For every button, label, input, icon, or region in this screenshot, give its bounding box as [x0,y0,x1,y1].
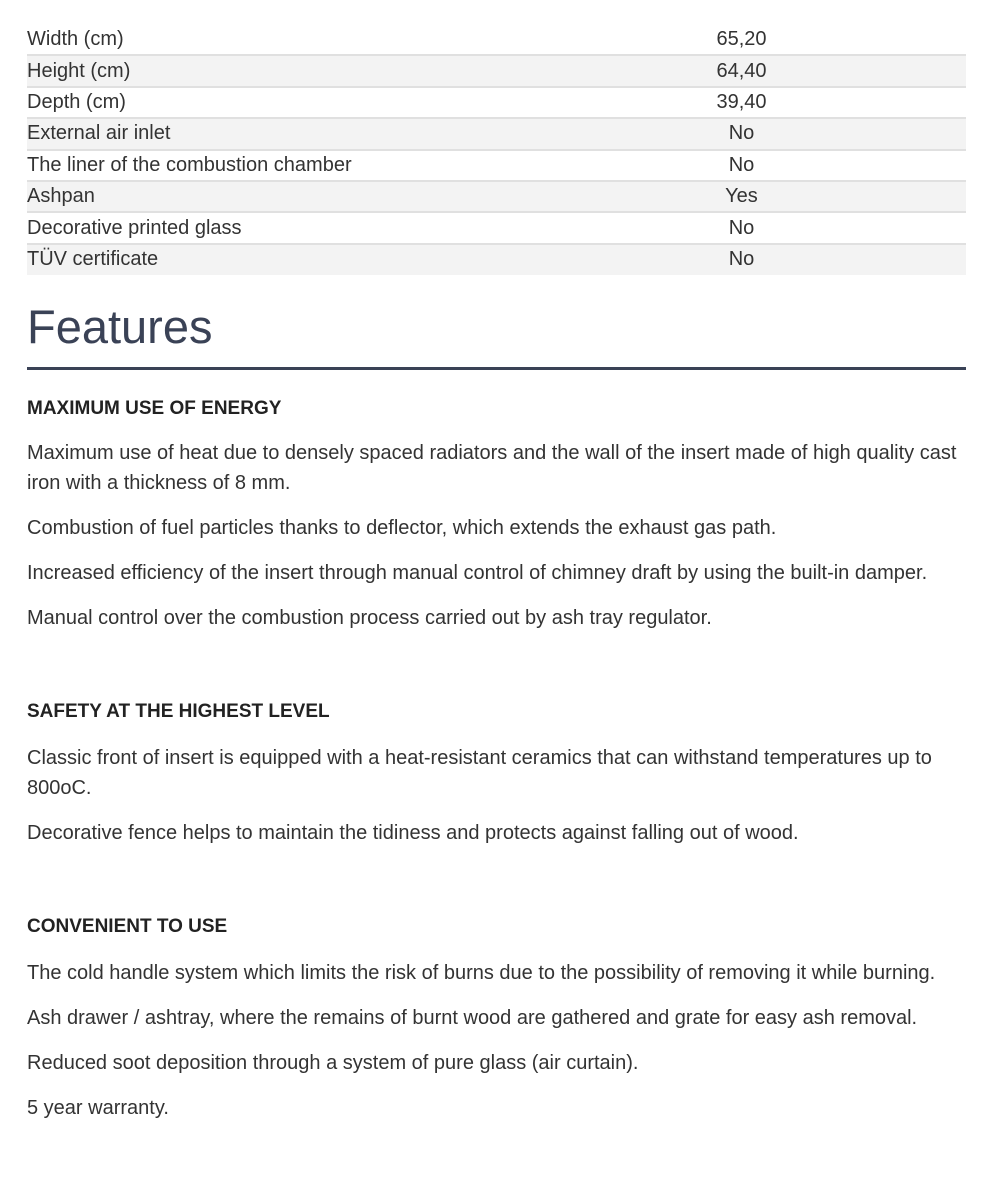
spec-label: Ashpan [27,181,587,212]
spec-row-height [27,55,966,86]
spec-label: External air inlet [27,118,587,149]
specifications-table [27,24,966,275]
features-heading: Features [27,297,966,370]
feature-section-safety [27,700,966,848]
spec-value: No [587,150,966,181]
spec-value: 64,40 [587,55,966,86]
feature-paragraph: The cold handle system which limits the risk of burns due to the possibility of removing it while burning. [27,962,936,985]
spec-row-external-air-inlet [27,118,966,149]
spec-label: Depth (cm) [27,87,587,118]
spec-value: 65,20 [587,24,966,55]
spec-label: Height (cm) [27,55,587,86]
spec-value: Yes [587,181,966,212]
spec-row-width [27,24,966,55]
section-heading: MAXIMUM USE OF ENERGY [27,398,282,420]
spec-value: No [587,212,966,243]
feature-paragraph: Classic front of insert is equipped with a heat-resistant ceramics that can withstand temperatures up to 800oC. [27,747,932,800]
spec-value: No [728,248,755,271]
spec-row-liner [27,150,966,181]
spec-row-tuv-certificate [27,244,966,275]
feature-paragraph: Maximum use of heat due to densely spaced radiators and the wall of the insert made of high quality cast iron with a thickness of 8 mm. [27,442,957,495]
spec-value: No [587,118,966,149]
feature-paragraph: Decorative fence helps to maintain the tidiness and protects against falling out of wood. [27,822,799,845]
spec-label: Width (cm) [27,24,587,55]
feature-section-energy [27,397,966,633]
feature-section-convenience [27,915,966,1123]
spec-label: TÜV certificate [27,248,159,271]
feature-paragraph: Manual control over the combustion process carried out by ash tray regulator. [27,607,712,630]
feature-paragraph: 5 year warranty. [27,1097,169,1120]
spec-label: The liner of the combustion chamber [27,150,587,181]
feature-paragraph: Combustion of fuel particles thanks to deflector, which extends the exhaust gas path. [27,517,777,540]
feature-paragraph: Reduced soot deposition through a system of pure glass (air curtain). [27,1052,639,1075]
spec-label: Decorative printed glass [27,212,587,243]
section-heading: SAFETY AT THE HIGHEST LEVEL [27,701,330,723]
spec-row-depth [27,87,966,118]
feature-paragraph: Ash drawer / ashtray, where the remains of burnt wood are gathered and grate for easy ash removal. [27,1007,918,1030]
section-heading: CONVENIENT TO USE [27,916,228,938]
feature-paragraph: Increased efficiency of the insert through manual control of chimney draft by using the built-in damper. [27,562,928,585]
spec-value: 39,40 [587,87,966,118]
spec-row-ashpan [27,181,966,212]
spec-row-decorative-glass [27,212,966,243]
